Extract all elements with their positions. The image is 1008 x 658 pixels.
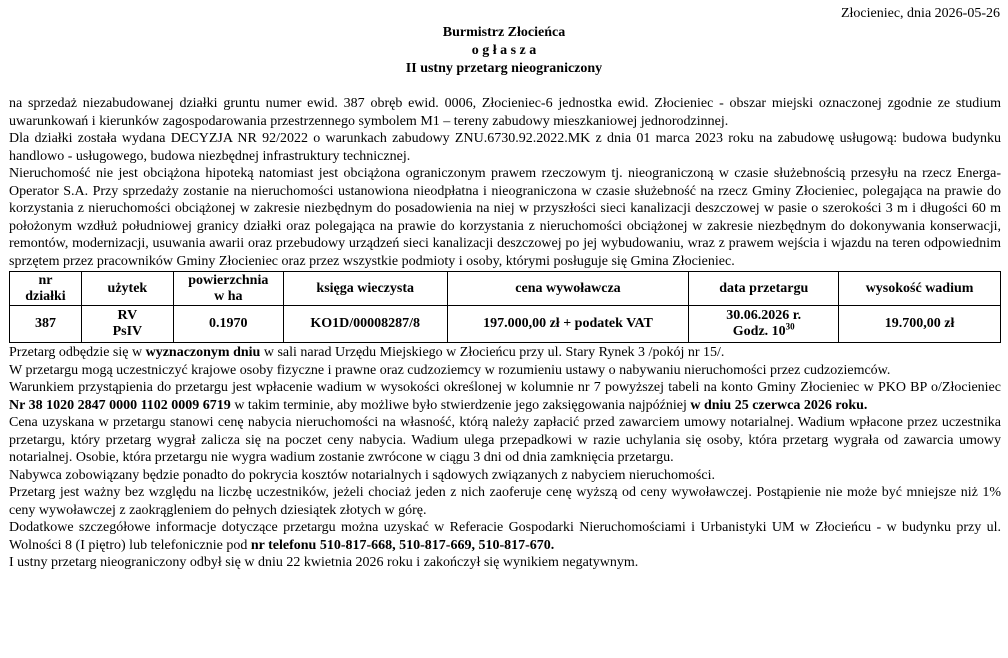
deposit-deadline: w dniu 25 czerwca 2026 roku.	[690, 397, 868, 413]
paragraph-validity: Przetarg jest ważny bez względu na liczbę uczestników, jeżeli chociaż jeden z nich zaoferuje cenę wyższą od ceny wywoławczej. Postąpienie nie może być mniejsze niż 1% ceny wywoławczej z zaokrągleniem do pełnych dziesiątek złotych w górę.	[9, 485, 1001, 518]
cell-land-register: KO1D/00008287/8	[283, 306, 447, 343]
header-announces: o g ł a s z a	[471, 43, 537, 58]
col-header-auction-date: data przetargu	[689, 272, 839, 306]
cell-land-use: RV PsIV	[81, 306, 173, 343]
paragraph-previous-auction: I ustny przetarg nieograniczony odbył się w dniu 22 kwietnia 2026 roku i zakończył się wynikiem negatywnym.	[9, 555, 639, 570]
col-header-deposit: wysokość wadium	[839, 272, 1001, 306]
cell-starting-price: 197.000,00 zł + podatek VAT	[447, 306, 689, 343]
col-header-land-use: użytek	[81, 272, 173, 306]
property-table	[9, 271, 1001, 343]
header-authority: Burmistrz Złocieńca	[442, 25, 566, 40]
notice-header	[0, 24, 1008, 78]
paragraph-contact: Dodatkowe szczegółowe informacje dotyczące przetargu można uzyskać w Referacie Gospodarki Nieruchomościami i Urbanistyki UM w Złocieńcu - w budynku przy ul. Wolności 8 (I piętro) lub telefonicznie pod nr telefonu 510-817-668, 510-817-669, 510-817-670.	[9, 520, 1001, 553]
phone-numbers: nr telefonu 510-817-668, 510-817-669, 510-817-670.	[250, 537, 555, 553]
header-title: II ustny przetarg nieograniczony	[405, 61, 603, 76]
paragraph-participants: W przetargu mogą uczestniczyć krajowe osoby fizyczne i prawne oraz cudzoziemcy w rozumieniu ustawy o nabywaniu nieruchomości przez cudzoziemców.	[9, 362, 891, 378]
notice-body	[9, 95, 1001, 572]
col-header-land-register: księga wieczysta	[283, 272, 447, 306]
bank-account-number: Nr 38 1020 2847 0000 1102 0009 6719	[9, 397, 231, 413]
date-line: Złocieniec, dnia 2026-05-26	[840, 6, 1000, 21]
paragraph-decision: Dla działki została wydana DECYZJA NR 92/2022 o warunkach zabudowy ZNU.6730.92.2022.MK z dnia 01 marca 2023 roku na zabudowę usługową: budowa budynku handlowo - usługowego, budowa niezbędnej infrastruktury technicznej.	[9, 131, 1001, 164]
cell-auction-date: 30.06.2026 r. Godz. $10^{30}$	[689, 306, 839, 343]
table-header-row	[10, 272, 1001, 306]
paragraph-costs: Nabywca zobowiązany będzie ponadto do pokrycia kosztów notarialnych i sądowych związanych z nabyciem nieruchomości.	[9, 467, 715, 483]
paragraph-venue: Przetarg odbędzie się w wyznaczonym dniu w sali narad Urzędu Miejskiego w Złocieńcu przy ul. Stary Rynek 3 /pokój nr 15/.	[9, 345, 725, 360]
cell-parcel-number: 387	[10, 306, 82, 343]
col-header-area: powierzchnia w ha	[173, 272, 283, 306]
paragraph-encumbrance: Nieruchomość nie jest obciążona hipoteką natomiast jest obciążona ograniczonym prawem rzeczowym tj. nieograniczoną w czasie służebnością przesyłu na rzecz Energa-Operator S.A. Przy sprzedaży zostanie na nieruchomości ustanowiona nieodpłatna i nieograniczona w czasie służebność na rzecz Gminy Złocieniec, polegająca na prawie do korzystania z nieruchomości obciążonej w zakresie niezbędnym do posadowienia na niej w przyszłości sieci kanalizacji deszczowej w pasie o szerokości 3 m i długości 60 m położonym wzdłuż południowej granicy działki oraz polegająca na prawie do korzystania z nieruchomości obciążonej w zakresie niezbędnym do dokonywania konserwacji, remontów, modernizacji, usuwania awarii oraz przebudowy urządzeń sieci kanalizacji deszczowej po jej wybudowaniu, wraz z prawem wejścia i wjazdu na teren odpowiednim sprzętem przez pracowników Gminy Złocieniec oraz przez wszystkie podmioty i osoby, którymi posługuje się Gmina Złocieniec.	[9, 166, 1001, 269]
paragraph-subject: na sprzedaż niezabudowanej działki gruntu numer ewid. 387 obręb ewid. 0006, Złocieniec-6 jednostka ewid. Złocieniec - obszar miejski oznaczonej zgodnie ze studium uwarunkowań i kierunków zagospodarowania przestrzennego symbolem M1 – tereny zabudowy mieszkaniowej jednorodzinnej.	[9, 96, 1001, 129]
cell-deposit: 19.700,00 zł	[839, 306, 1001, 343]
table-row	[10, 306, 1001, 343]
cell-area: 0.1970	[173, 306, 283, 343]
col-header-starting-price: cena wywoławcza	[447, 272, 689, 306]
paragraph-deposit-conditions: Warunkiem przystąpienia do przetargu jest wpłacenie wadium w wysokości określonej w kolumnie nr 7 powyższej tabeli na konto Gminy Złocieniec w PKO BP o/Złocieniec Nr 38 1020 2847 0000 1102 0009 6719 w takim terminie, aby możliwe było stwierdzenie jego zaksięgowania najpóźniej w dniu 25 czerwca 2026 roku.	[9, 380, 1001, 413]
paragraph-price-terms: Cena uzyskana w przetargu stanowi cenę nabycia nieruchomości na własność, którą należy zapłacić przed zawarciem umowy notarialnej. Wadium wpłacone przez uczestnika przetargu, który przetarg wygrał zalicza się na poczet ceny nabycia. Wadium ulega przepadkowi w razie uchylania się osoby, która przetarg wygrała od zawarcia umowy notarialnej. Osobie, która przetargu nie wygra wadium zostanie zwrócone w ciągu 3 dni od dnia zamknięcia przetargu.	[9, 415, 1001, 465]
col-header-parcel-number: nr działki	[10, 272, 82, 306]
